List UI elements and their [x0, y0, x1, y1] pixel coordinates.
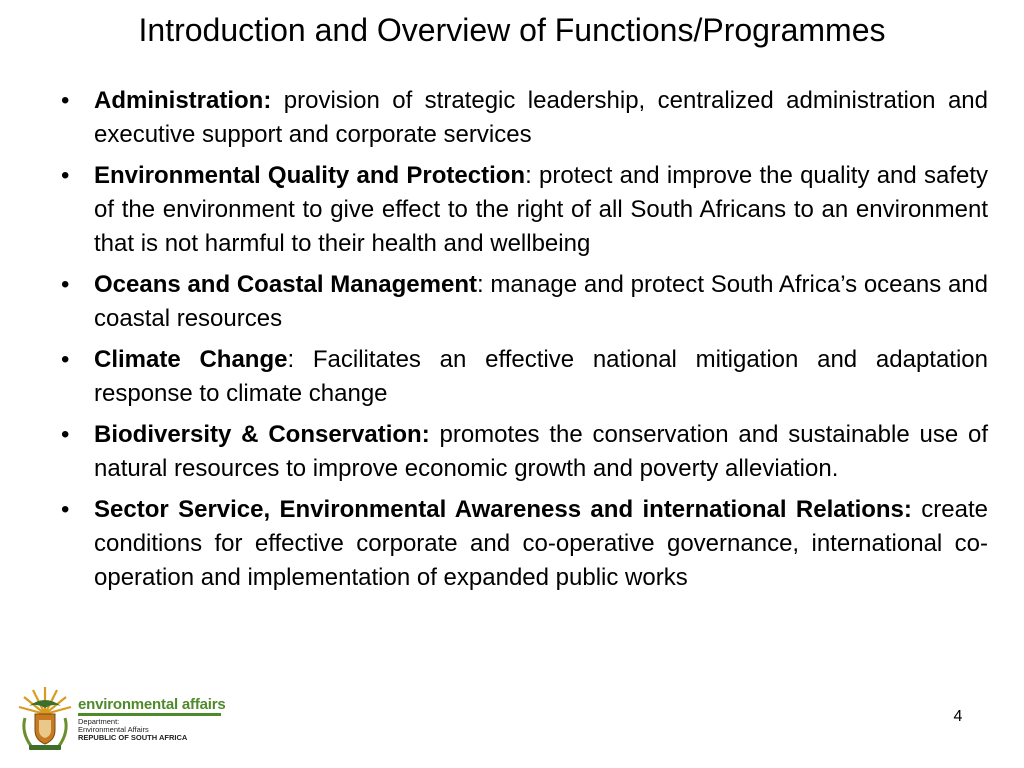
programme-description: : protect and improve the quality and safety of the environment to give effect to the right of all South Africans to an environment that is not harmful to their health and wellbeing	[94, 162, 988, 257]
department-logo	[15, 684, 227, 752]
logo-department-label: Department:	[78, 717, 120, 726]
programme-description: : manage and protect South Africa’s oceans and coastal resources	[94, 271, 989, 332]
programme-term: Administration:	[94, 87, 272, 114]
programme-item-biodiversity	[58, 418, 988, 486]
programme-term: Biodiversity & Conservation:	[94, 421, 430, 448]
logo-brand-text: environmental affairs	[78, 696, 226, 713]
slide-title: Introduction and Overview of Functions/Programmes	[138, 12, 886, 48]
programme-item-environmental-quality	[58, 159, 988, 261]
programme-term: Oceans and Coastal Management	[94, 271, 477, 298]
logo-divider	[78, 713, 221, 716]
bullet-marker: •	[61, 87, 70, 114]
bullet-marker: •	[61, 162, 70, 189]
programme-item-administration	[58, 84, 988, 152]
programme-description: create conditions for effective corporate and co-operative governance, international co-operation and implementation of expanded public works	[94, 496, 988, 591]
programme-description: provision of strategic leadership, centralized administration and executive support and corporate services	[94, 87, 988, 148]
programme-item-sector-service	[58, 493, 988, 595]
programme-item-oceans-coastal	[58, 268, 988, 336]
programme-term: Climate Change	[94, 346, 288, 373]
programme-description: : Facilitates an effective national mitigation and adaptation response to climate change	[94, 346, 989, 407]
bullet-marker: •	[61, 421, 70, 448]
bullet-marker: •	[61, 346, 70, 373]
programme-list	[58, 84, 988, 602]
programme-item-climate-change	[58, 343, 988, 411]
programme-term: Environmental Quality and Protection	[94, 162, 526, 189]
bullet-marker: •	[61, 271, 70, 298]
bullet-marker: •	[61, 496, 70, 523]
coat-of-arms-icon	[15, 684, 75, 752]
programme-description: promotes the conservation and sustainable use of natural resources to improve economic growth and poverty alleviation.	[94, 421, 988, 482]
logo-department-name: Environmental Affairs	[78, 725, 149, 734]
programme-term: Sector Service, Environmental Awareness and international Relations:	[94, 496, 912, 523]
logo-country: REPUBLIC OF SOUTH AFRICA	[78, 733, 188, 742]
page-number: 4	[953, 708, 963, 725]
